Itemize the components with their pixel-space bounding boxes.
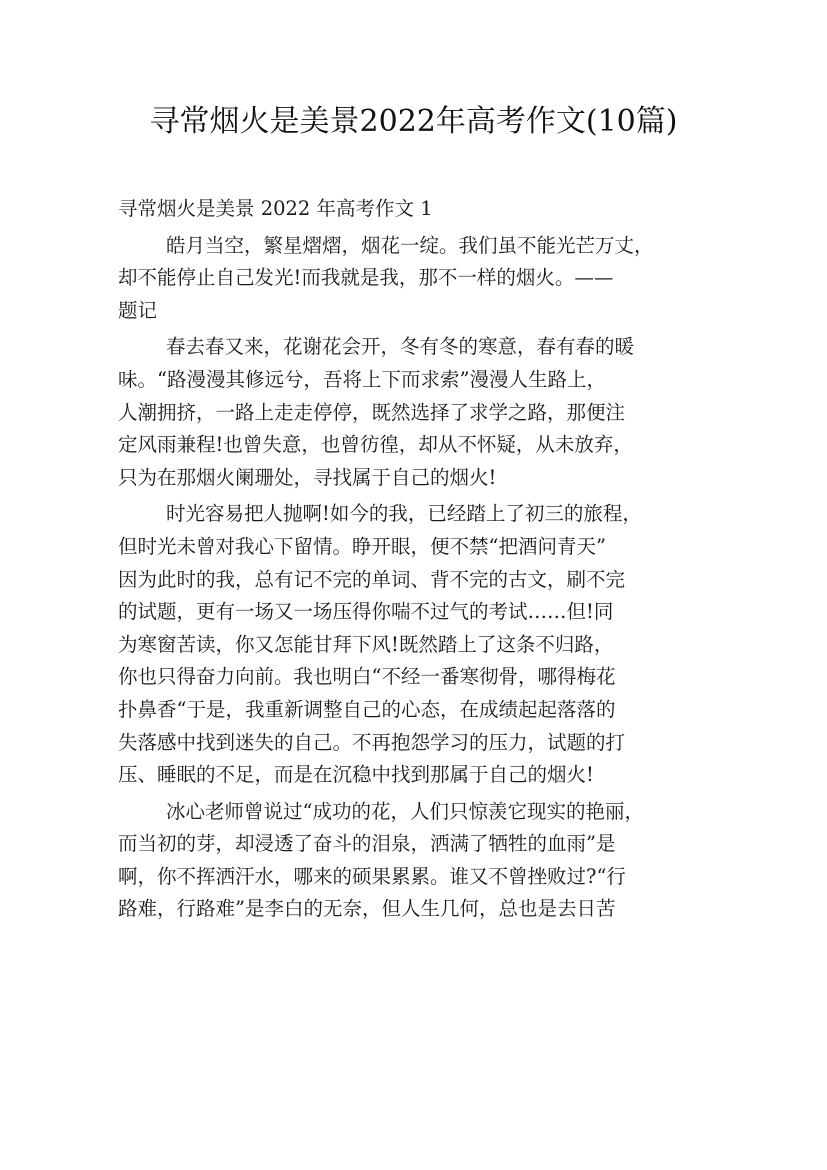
paragraph-line: 时光容易把人抛啊!如今的我，已经踏上了初三的旅程， [166, 502, 642, 526]
paragraph-line: 为寒窗苦读，你又怎能甘拜下风!既然踏上了这条不归路， [118, 632, 614, 656]
paragraph-line: 定风雨兼程!也曾失意，也曾彷徨，却从不怀疑，从未放弃， [118, 433, 633, 457]
paragraph-line: 路难，行路难”是李白的无奈，但人生几何，总也是去日苦 [118, 897, 616, 921]
document-title: 寻常烟火是美景2022年高考作文(10篇) [149, 104, 678, 139]
section-heading [118, 193, 710, 226]
paragraph-line: 题记 [118, 298, 158, 322]
paragraph-line: 你也只得奋力向前。我也明白“不经一番寒彻骨，哪得梅花 [118, 665, 616, 689]
paragraph-4 [118, 796, 710, 926]
paragraph-3 [118, 498, 710, 791]
document-body [118, 193, 710, 926]
paragraph-line: 味。“路漫漫其修远兮，吾将上下而求索”漫漫人生路上， [118, 367, 606, 391]
paragraph-line: 只为在那烟火阑珊处，寻找属于自己的烟火! [118, 465, 497, 489]
paragraph-line: 人潮拥挤，一路上走走停停，既然选择了求学之路，那便注 [118, 400, 626, 424]
paragraph-line: 却不能停止自己发光!而我就是我，那不一样的烟火。—— [118, 266, 614, 290]
section-heading-text: 寻常烟火是美景 2022 年高考作文 1 [118, 197, 433, 220]
paragraph-line: 但时光未曾对我心下留情。睁开眼，便不禁“把酒问青天” [118, 534, 606, 558]
paragraph-line: 的试题，更有一场又一场压得你喘不过气的考试……但!同 [118, 600, 614, 624]
paragraph-line: 因为此时的我，总有记不完的单词、背不完的古文，刷不完 [118, 567, 626, 591]
paragraph-1 [118, 230, 710, 328]
paragraph-line: 冰心老师曾说过“成功的花，人们只惊羡它现实的艳丽， [166, 799, 644, 823]
paragraph-line: 皓月当空，繁星熠熠，烟花一绽。我们虽不能光芒万丈， [166, 233, 654, 257]
paragraph-2 [118, 331, 710, 494]
paragraph-line: 春去春又来，花谢花会开，冬有冬的寒意，春有春的暖 [166, 335, 635, 359]
paragraph-line: 而当初的芽，却浸透了奋斗的泪泉，洒满了牺牲的血雨”是 [118, 832, 616, 856]
paragraph-line: 失落感中找到迷失的自己。不再抱怨学习的压力，试题的打 [118, 730, 626, 754]
paragraph-line: 啊，你不挥洒汗水，哪来的硕果累累。谁又不曾挫败过?“行 [118, 864, 626, 888]
paragraph-line: 压、睡眠的不足，而是在沉稳中找到那属于自己的烟火! [118, 763, 594, 787]
paragraph-line: 扑鼻香“于是，我重新调整自己的心态，在成绩起起落落的 [118, 697, 616, 721]
